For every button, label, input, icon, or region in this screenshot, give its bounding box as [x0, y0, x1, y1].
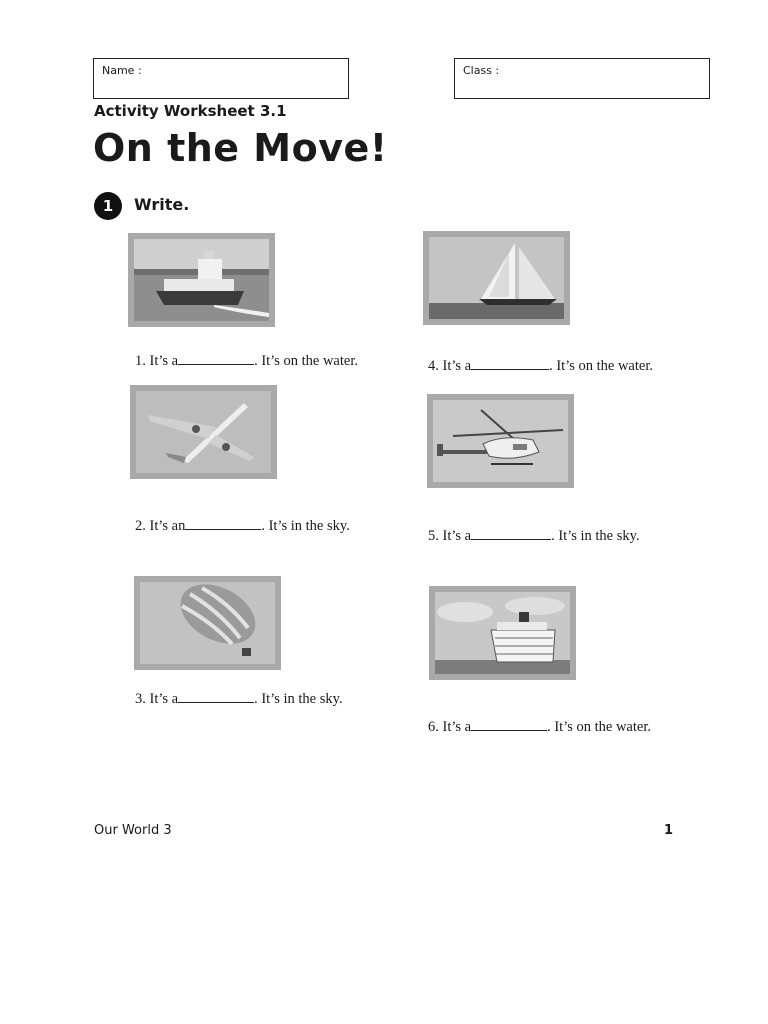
sentence-2-number: 2.: [135, 518, 146, 534]
answer-blank-5[interactable]: [471, 527, 551, 540]
sentence-3-start: It’s a: [149, 691, 179, 707]
sentence-3: [135, 690, 343, 708]
sentence-6: [428, 718, 651, 736]
sentence-2-start: It’s an: [149, 518, 186, 534]
sentence-1: [135, 352, 358, 370]
sentence-5-start: It’s a: [442, 528, 472, 544]
sentence-4-number: 4.: [428, 358, 439, 374]
answer-blank-1[interactable]: [178, 352, 254, 365]
sentence-2-end: . It’s in the sky.: [261, 518, 350, 534]
sentence-6-number: 6.: [428, 719, 439, 735]
sentence-5-number: 5.: [428, 528, 439, 544]
page-title: On the Move!: [93, 126, 388, 170]
sentence-1-end: . It’s on the water.: [254, 353, 358, 369]
sentence-4: [428, 357, 653, 375]
airplane-photo: [130, 385, 277, 479]
answer-blank-3[interactable]: [178, 690, 254, 703]
name-label: Name :: [102, 64, 142, 77]
class-label: Class :: [463, 64, 500, 77]
sentence-6-end: . It’s on the water.: [547, 719, 651, 735]
name-field[interactable]: [93, 58, 349, 99]
answer-blank-6[interactable]: [471, 718, 547, 731]
sailboat-photo: [423, 231, 570, 325]
sentence-4-end: . It’s on the water.: [549, 358, 653, 374]
helicopter-photo: [427, 394, 574, 488]
sentence-3-number: 3.: [135, 691, 146, 707]
answer-blank-4[interactable]: [471, 357, 549, 370]
sentence-5: [428, 527, 640, 545]
sentence-2: [135, 517, 350, 535]
worksheet-subtitle: Activity Worksheet 3.1: [94, 102, 287, 120]
book-title: Our World 3: [94, 823, 172, 838]
sentence-6-start: It’s a: [442, 719, 472, 735]
exercise-instruction: Write.: [134, 195, 190, 214]
sentence-3-end: . It’s in the sky.: [254, 691, 343, 707]
page-number: 1: [664, 823, 674, 838]
answer-blank-2[interactable]: [185, 517, 261, 530]
sentence-1-start: It’s a: [149, 353, 179, 369]
exercise-number-badge: 1: [94, 192, 122, 220]
cruise-ship-photo: [429, 586, 576, 680]
sentence-4-start: It’s a: [442, 358, 472, 374]
sentence-5-end: . It’s in the sky.: [551, 528, 640, 544]
class-field[interactable]: [454, 58, 710, 99]
ferry-photo: [128, 233, 275, 327]
hot-air-balloon-photo: [134, 576, 281, 670]
sentence-1-number: 1.: [135, 353, 146, 369]
